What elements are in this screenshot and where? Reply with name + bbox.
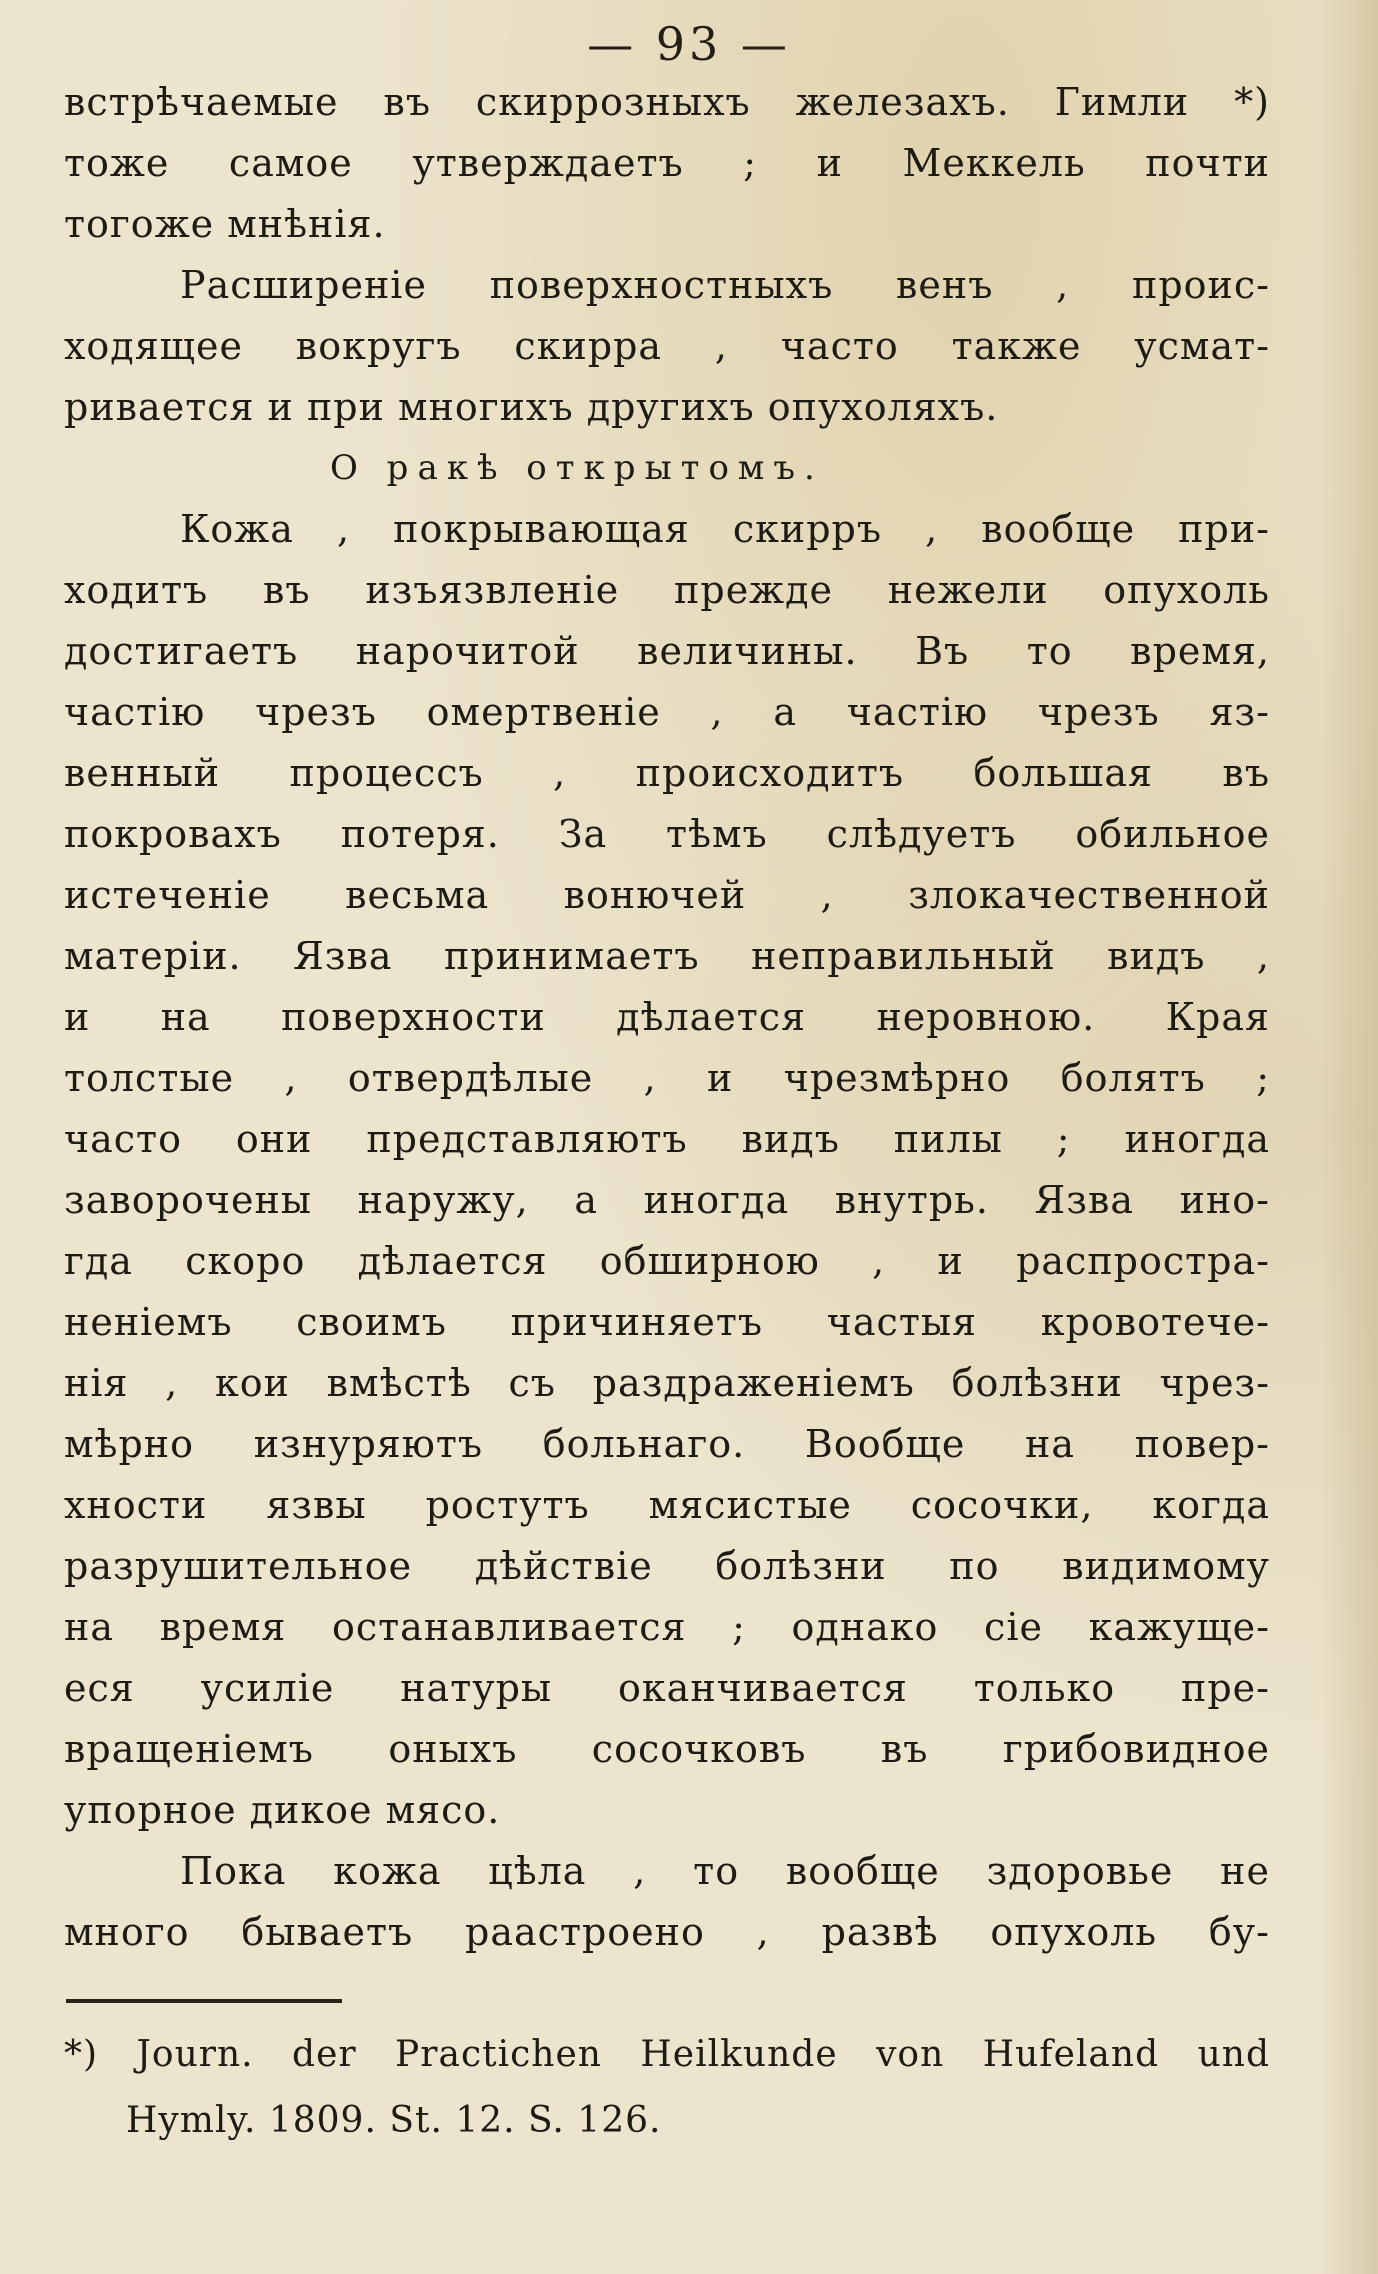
- text-line: еся усиліе натуры оканчивается только пре-: [64, 1666, 1270, 1710]
- text-line: ходитъ въ изъязвленіе прежде нежели опухоль: [64, 568, 1270, 612]
- text-line: и на поверхности дѣлается неровною. Края: [64, 995, 1270, 1039]
- text-line: хности язвы ростутъ мясистые сосочки, когда: [64, 1483, 1270, 1527]
- text-line: вращеніемъ оныхъ сосочковъ въ грибовидное: [64, 1727, 1270, 1771]
- page-number: — 93 —: [587, 17, 791, 71]
- footnote-divider: [66, 1999, 342, 2003]
- text-line: тоже самое утверждаетъ ; и Меккель почти: [64, 141, 1270, 185]
- text-line: много бываетъ раастроено , развѣ опухоль бу-: [64, 1910, 1270, 1954]
- paragraph-start-line: Расширеніе поверхностныхъ венъ , проис-: [180, 263, 1270, 307]
- footnote-line: Hymly. 1809. St. 12. S. 126.: [126, 2100, 662, 2141]
- text-line: достигаетъ нарочитой величины. Въ то время,: [64, 629, 1270, 673]
- text-line: венный процессъ , происходитъ большая въ: [64, 751, 1270, 795]
- paragraph-start-line: Кожа , покрывающая скирръ , вообще при-: [180, 507, 1270, 551]
- footnote: [64, 2022, 1270, 2154]
- text-line: толстые , отвердѣлые , и чрезмѣрно болятъ ;: [64, 1056, 1270, 1100]
- text-line: ривается и при многихъ другихъ опухоляхъ.: [64, 385, 999, 429]
- text-line: покровахъ потеря. За тѣмъ слѣдуетъ обильное: [64, 812, 1270, 856]
- text-line: гда скоро дѣлается обширною , и распростра-: [64, 1239, 1270, 1283]
- body-text: [64, 72, 1270, 1963]
- text-line: нія , кои вмѣстѣ съ раздраженіемъ болѣзни чрез-: [64, 1361, 1270, 1405]
- text-line: заворочены наружу, а иногда внутрь. Язва ино-: [64, 1178, 1270, 1222]
- page-edge-shadow: [1318, 0, 1378, 2274]
- text-line: на время останавливается ; однако сіе кажуще-: [64, 1605, 1270, 1649]
- text-line: частію чрезъ омертвеніе , а частію чрезъ яз-: [64, 690, 1270, 734]
- paragraph-start-line: Пока кожа цѣла , то вообще здоровье не: [180, 1849, 1270, 1893]
- footnote-line: *) Journ. der Practichen Heilkunde von Hufeland und: [64, 2034, 1270, 2075]
- text-line: мѣрно изнуряютъ больнаго. Вообще на повер-: [64, 1422, 1270, 1466]
- text-line: разрушительное дѣйствіе болѣзни по видимому: [64, 1544, 1270, 1588]
- text-line: тогоже мнѣнія.: [64, 202, 386, 246]
- text-line: упорное дикое мясо.: [64, 1788, 501, 1832]
- section-heading: О ракѣ открытомъ.: [330, 448, 824, 488]
- text-line: ходящее вокругъ скирра , часто также усмат-: [64, 324, 1270, 368]
- text-line: истеченіе весьма вонючей , злокачественной: [64, 873, 1270, 917]
- text-line: матеріи. Язва принимаетъ неправильный видъ ,: [64, 934, 1270, 978]
- text-line: неніемъ своимъ причиняетъ частыя кровотече-: [64, 1300, 1270, 1344]
- text-line: часто они представляютъ видъ пилы ; иногда: [64, 1117, 1270, 1161]
- text-line: встрѣчаемые въ скиррозныхъ железахъ. Гимли *): [64, 80, 1270, 124]
